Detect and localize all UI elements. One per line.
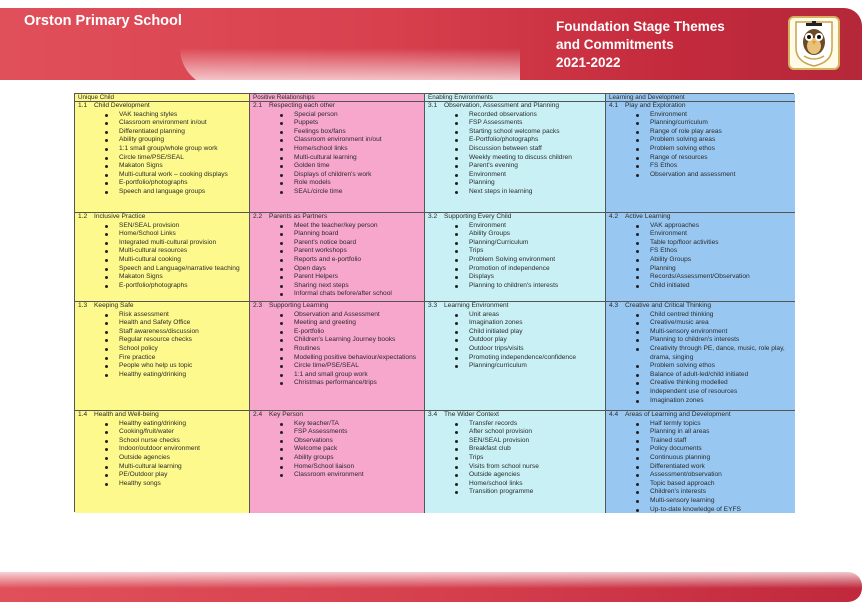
list-item: Reports and e-portfolio [280,256,421,265]
section-title-text: Creative and Critical Thinking [625,302,712,309]
theme-cell [75,411,250,513]
section-number: 2.2 [253,213,263,220]
title-line-1: Foundation Stage Themes [556,19,725,34]
section-title [78,411,246,420]
list-item: Child initiated [636,282,792,291]
list-item: Promotion of independence [455,265,602,274]
list-item: Trained staff [636,437,792,446]
list-item: Classroom environment in/out [105,119,246,128]
list-item: Planning to children's interests [455,282,602,291]
column-header: Unique Child [75,94,250,102]
list-item: Multi-sensory learning [636,497,792,506]
list-item: Classroom environment [280,471,421,480]
footer-banner [0,572,862,602]
theme-cell [425,213,606,302]
theme-cell [425,302,606,411]
list-item: Transition programme [455,488,602,497]
list-item: Multi-cultural learning [280,154,421,163]
column-header: Positive Relationships [250,94,425,102]
list-item: Weekly meeting to discuss children [455,154,602,163]
section-number: 3.1 [428,102,438,109]
column-header: Enabling Environments [425,94,606,102]
section-number: 4.2 [609,213,619,220]
section-number: 3.2 [428,213,438,220]
list-item: Home/School Links [105,230,246,239]
list-item: Planning/curriculum [636,119,792,128]
section-title [78,102,246,111]
section-title-text: Areas of Learning and Development [625,411,731,418]
section-number: 1.4 [78,411,88,418]
list-item: School policy [105,345,246,354]
list-item: Trips [455,247,602,256]
commitment-list [78,311,246,380]
list-item: Unit areas [455,311,602,320]
section-title-text: The Wider Context [444,411,499,418]
list-item: SEAL/circle time [280,188,421,197]
list-item: Christmas performance/trips [280,379,421,388]
school-name: Orston Primary School [24,13,182,29]
section-number: 1.3 [78,302,88,309]
list-item: Special person [280,111,421,120]
section-title [609,102,792,111]
list-item: Differentiated work [636,463,792,472]
list-item: Home/School liaison [280,463,421,472]
list-item: Role models [280,179,421,188]
list-item: E-portfolio/photographs [105,282,246,291]
section-title-text: Health and Well-being [94,411,159,418]
list-item: Regular resource checks [105,336,246,345]
list-item: Welcome pack [280,445,421,454]
page-title [556,18,776,72]
list-item: Creative thinking modelled [636,379,792,388]
section-title [609,302,792,311]
section-title-text: Supporting Every Child [444,213,512,220]
section-number: 1.2 [78,213,88,220]
list-item: Modelling positive behaviour/expectations [280,354,421,363]
section-number: 4.4 [609,411,619,418]
list-item: Balance of adult-led/child initiated [636,371,792,380]
list-item: Healthy eating/drinking [105,420,246,429]
list-item: Fire practice [105,354,246,363]
list-item: Transfer records [455,420,602,429]
list-item: Problem solving ethos [636,362,792,371]
list-item: Multi-cultural work – cooking displays [105,171,246,180]
section-title [428,302,602,311]
commitment-list [78,111,246,197]
list-item: Parent workshops [280,247,421,256]
list-item: Problem Solving environment [455,256,602,265]
list-item: Creativity through PE, dance, music, role play, drama, singing [636,345,792,362]
section-title [253,411,421,420]
list-item: Children's Learning Journey books [280,336,421,345]
list-item: Displays of children's work [280,171,421,180]
section-title-text: Active Learning [625,213,671,220]
section-title [78,213,246,222]
list-item: Observation and Assessment [280,311,421,320]
section-title [428,102,602,111]
list-item: Discussion between staff [455,145,602,154]
section-title [78,302,246,311]
list-item: Half termly topics [636,420,792,429]
section-number: 1.1 [78,102,88,109]
section-title-text: Keeping Safe [94,302,134,309]
list-item: PE/Outdoor play [105,471,246,480]
section-title-text: Supporting Learning [269,302,329,309]
list-item: Circle time/PSE/SEAL [105,154,246,163]
list-item: VAK teaching styles [105,111,246,120]
list-item: Starting school welcome packs [455,128,602,137]
themes-table [74,93,794,512]
list-item: Promoting independence/confidence [455,354,602,363]
section-number: 2.4 [253,411,263,418]
list-item: Home/school links [280,145,421,154]
list-item: Multi-cultural cooking [105,256,246,265]
commitment-list [428,222,602,291]
list-item: Planning in all areas [636,428,792,437]
list-item: Informal chats before/after school [280,290,421,299]
list-item: School nurse checks [105,437,246,446]
theme-cell [425,411,606,513]
list-item: Child centred thinking [636,311,792,320]
list-item: Sharing next steps [280,282,421,291]
theme-cell [606,213,795,302]
list-item: Parent Helpers [280,273,421,282]
section-title [428,213,602,222]
theme-cell [606,302,795,411]
list-item: Home/school links [455,480,602,489]
section-number: 3.4 [428,411,438,418]
list-item: Visits from school nurse [455,463,602,472]
list-item: Observation and assessment [636,171,792,180]
list-item: FS Ethos [636,247,792,256]
section-number: 2.1 [253,102,263,109]
list-item: People who help us topic [105,362,246,371]
theme-cell [425,102,606,213]
list-item: Planning to children's interests [636,336,792,345]
list-item: Policy documents [636,445,792,454]
commitment-list [253,311,421,388]
list-item: Planning board [280,230,421,239]
section-title-text: Observation, Assessment and Planning [444,102,560,109]
list-item: Speech and language groups [105,188,246,197]
commitment-list [609,222,792,291]
list-item: Assessment/observation [636,471,792,480]
list-item: Creative/music area [636,319,792,328]
list-item: Breakfast club [455,445,602,454]
list-item: Multi-cultural resources [105,247,246,256]
theme-cell [75,302,250,411]
list-item: Environment [455,171,602,180]
list-item: E-portfolio [280,328,421,337]
list-item: Range of role play areas [636,128,792,137]
list-item: Key teacher/TA [280,420,421,429]
section-number: 4.1 [609,102,619,109]
list-item: Ability Groups [455,230,602,239]
list-item: Risk assessment [105,311,246,320]
list-item: Planning [636,265,792,274]
title-line-3: 2021-2022 [556,55,621,70]
section-title [609,411,792,420]
list-item: Next steps in learning [455,188,602,197]
list-item: Healthy eating/drinking [105,371,246,380]
list-item: FSP Assessments [280,428,421,437]
list-item: Outdoor trips/visits [455,345,602,354]
list-item: Meet the teacher/key person [280,222,421,231]
section-title-text: Key Person [269,411,304,418]
owl-crest-icon [788,16,840,70]
list-item: Multi-sensory environment [636,328,792,337]
commitment-list [78,420,246,489]
list-item: Integrated multi-cultural provision [105,239,246,248]
section-title [609,213,792,222]
list-item: Multi-cultural learning [105,463,246,472]
banner-fade [180,48,520,88]
list-item: Displays [455,273,602,282]
section-title-text: Child Development [94,102,150,109]
list-item: Feelings box/fans [280,128,421,137]
commitment-list [609,420,792,513]
commitment-list [428,111,602,197]
list-item: FS Ethos [636,162,792,171]
section-number: 2.3 [253,302,263,309]
list-item: Puppets [280,119,421,128]
commitment-list [428,311,602,371]
section-title-text: Parents as Partners [269,213,328,220]
list-item: Routines [280,345,421,354]
commitment-list [609,311,792,406]
title-line-2: and Commitments [556,37,674,52]
list-item: Ability Groups [636,256,792,265]
section-number: 3.3 [428,302,438,309]
list-item: 1:1 and small group work [280,371,421,380]
list-item: Records/Assessment/Observation [636,273,792,282]
list-item: SEN/SEAL provision [455,437,602,446]
theme-cell [606,102,795,213]
theme-cell [75,213,250,302]
section-title-text: Play and Exploration [625,102,686,109]
list-item: Parent's notice board [280,239,421,248]
list-item: E-Portfolio/photographs [455,136,602,145]
list-item: Trips [455,454,602,463]
list-item: Speech and Language/narrative teaching [105,265,246,274]
list-item: Open days [280,265,421,274]
section-number: 4.3 [609,302,619,309]
list-item: Up-to-date knowledge of EYFS [636,506,792,513]
section-title [253,102,421,111]
list-item: Children's interests [636,488,792,497]
list-item: Golden time [280,162,421,171]
list-item: Ability groups [280,454,421,463]
list-item: Environment [636,230,792,239]
list-item: Problem solving ethos [636,145,792,154]
list-item: Classroom environment in/out [280,136,421,145]
list-item: Outside agencies [105,454,246,463]
commitment-list [609,111,792,180]
list-item: Environment [455,222,602,231]
list-item: Recorded observations [455,111,602,120]
list-item: Independent use of resources [636,388,792,397]
list-item: VAK approaches [636,222,792,231]
list-item: Staff awareness/discussion [105,328,246,337]
section-title [253,302,421,311]
commitment-list [253,222,421,299]
list-item: FSP Assessments [455,119,602,128]
list-item: Planning [455,179,602,188]
list-item: Circle time/PSE/SEAL [280,362,421,371]
section-title-text: Respecting each other [269,102,335,109]
list-item: Outside agencies [455,471,602,480]
list-item: Problem solving areas [636,136,792,145]
list-item: SEN/SEAL provision [105,222,246,231]
list-item: E-portfolio/photographs [105,179,246,188]
theme-cell [606,411,795,513]
section-title-text: Inclusive Practice [94,213,146,220]
list-item: Health and Safety Office [105,319,246,328]
theme-cell [250,411,425,513]
list-item: Imagination zones [636,397,792,406]
list-item: Ability grouping [105,136,246,145]
theme-cell [75,102,250,213]
theme-cell [250,302,425,411]
list-item: Topic based approach [636,480,792,489]
commitment-list [253,111,421,197]
footer-fade [0,572,862,602]
list-item: Range of resources [636,154,792,163]
list-item: Continuous planning [636,454,792,463]
section-title-text: Learning Environment [444,302,509,309]
list-item: Table top/floor activities [636,239,792,248]
commitment-list [78,222,246,291]
list-item: Makaton Signs [105,273,246,282]
list-item: Planning/curriculum [455,362,602,371]
section-title [253,213,421,222]
theme-cell [250,213,425,302]
list-item: Cooking/fruit/water [105,428,246,437]
list-item: Indoor/outdoor environment [105,445,246,454]
theme-cell [250,102,425,213]
list-item: After school provision [455,428,602,437]
list-item: Child initiated play [455,328,602,337]
list-item: Observations [280,437,421,446]
list-item: Parent's evening [455,162,602,171]
list-item: Imagination zones [455,319,602,328]
list-item: Outdoor play [455,336,602,345]
commitment-list [253,420,421,480]
list-item: Planning/Curriculum [455,239,602,248]
list-item: Healthy songs [105,480,246,489]
commitment-list [428,420,602,497]
list-item: 1:1 small group/whole group work [105,145,246,154]
list-item: Differentiated planning [105,128,246,137]
section-title [428,411,602,420]
column-header: Learning and Development [606,94,795,102]
list-item: Meeting and greeting [280,319,421,328]
list-item: Makaton Signs [105,162,246,171]
list-item: Environment [636,111,792,120]
